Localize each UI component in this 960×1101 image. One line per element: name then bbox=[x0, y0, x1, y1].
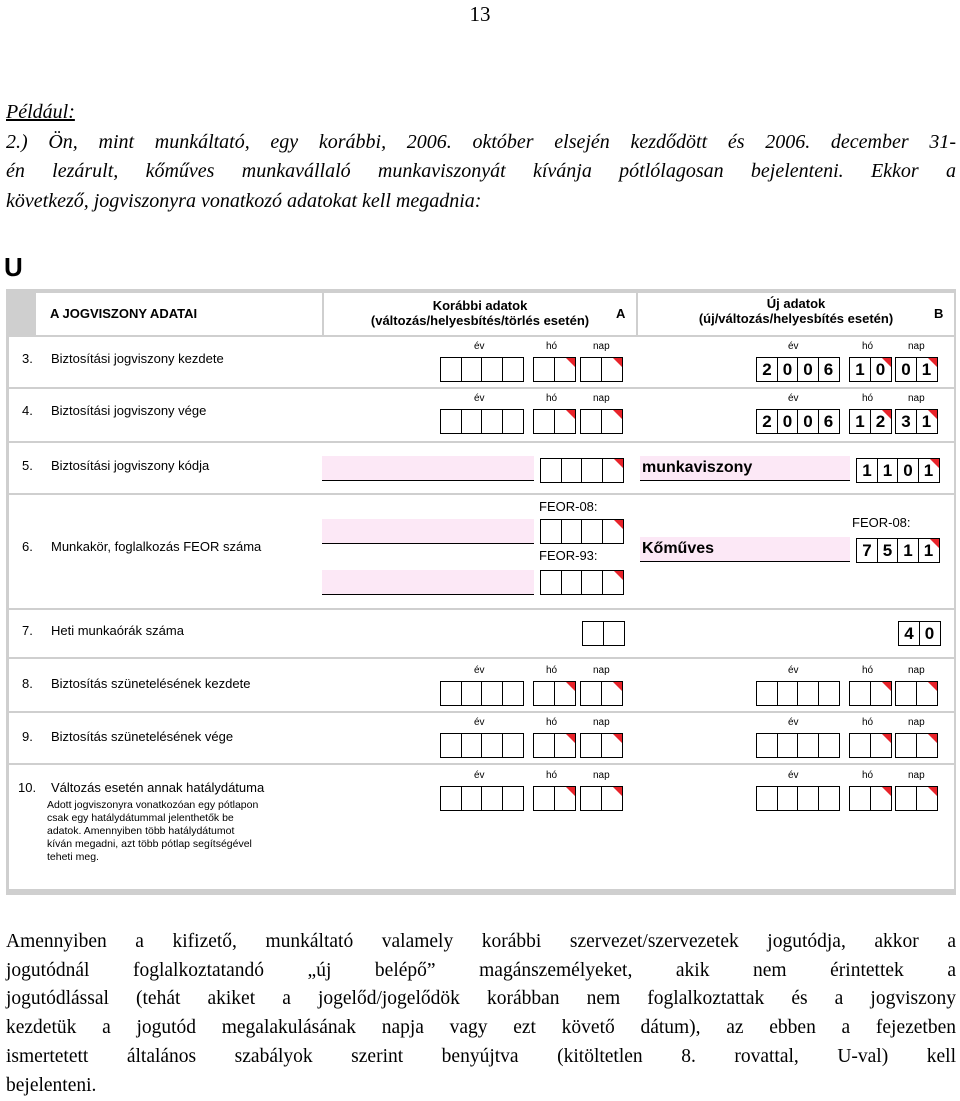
bottom-line-6: bejelenteni. bbox=[6, 1074, 97, 1096]
date-day-label: nap bbox=[908, 393, 925, 404]
col-a-letter: A bbox=[616, 306, 626, 321]
bottom-paragraph bbox=[6, 928, 956, 1100]
date-year-label: év bbox=[474, 770, 485, 781]
row-3-b-month[interactable]: 1 0 bbox=[849, 357, 890, 382]
row-6-a-feor08-field[interactable] bbox=[322, 519, 534, 543]
row-8-a-day[interactable] bbox=[580, 681, 621, 706]
date-day-label: nap bbox=[593, 665, 610, 676]
date-day-label: nap bbox=[593, 341, 610, 352]
row-3-a-day[interactable] bbox=[580, 357, 621, 382]
date-day-label: nap bbox=[908, 665, 925, 676]
row-6-label: Munkakör, foglalkozás FEOR száma bbox=[51, 539, 262, 554]
row-7-number: 7. bbox=[22, 623, 33, 638]
row-8-a-year[interactable] bbox=[440, 681, 522, 706]
row-5-label: Biztosítási jogviszony kódja bbox=[51, 458, 210, 473]
date-year-label: év bbox=[474, 393, 485, 404]
intro-label: Például: bbox=[6, 101, 75, 123]
row-10-number: 10. bbox=[18, 780, 37, 795]
date-month-label: hó bbox=[546, 717, 558, 728]
row-9-number: 9. bbox=[22, 729, 33, 744]
row-10-b-day[interactable] bbox=[895, 786, 936, 811]
row-5-a-text-field[interactable] bbox=[322, 456, 534, 480]
date-day-label: nap bbox=[593, 393, 610, 404]
row-3-number: 3. bbox=[22, 351, 33, 366]
date-day-label: nap bbox=[908, 341, 925, 352]
row-6-b-feor08-label: FEOR-08: bbox=[852, 515, 911, 530]
row-6-b-text-value: Kőműves bbox=[642, 540, 715, 557]
date-month-label: hó bbox=[862, 665, 874, 676]
bottom-line-2: jogutódnál foglalkoztatandó „új belépő” magánszemélyeket, akik nem érintettek a bbox=[6, 959, 956, 981]
date-month-label: hó bbox=[546, 341, 558, 352]
date-year-label: év bbox=[788, 770, 799, 781]
bottom-line-4: kezdetük a jogutód megalakulásának napja vagy ezt követő dátum), az ebben a fejezetben bbox=[6, 1017, 956, 1039]
row-6-b-underline bbox=[640, 561, 850, 562]
row-4-b-day[interactable]: 3 1 bbox=[895, 409, 936, 434]
date-year-label: év bbox=[788, 341, 799, 352]
row-8-b-year[interactable] bbox=[756, 681, 838, 706]
date-month-label: hó bbox=[862, 393, 874, 404]
row-7-a-hours[interactable] bbox=[582, 621, 623, 646]
row-6-number: 6. bbox=[22, 539, 33, 554]
row-10-a-day[interactable] bbox=[580, 786, 621, 811]
row-9-a-day[interactable] bbox=[580, 733, 621, 758]
date-year-label: év bbox=[474, 341, 485, 352]
row-9-b-month[interactable] bbox=[849, 733, 890, 758]
intro-line-2: én lezárult, kőműves munkavállaló munkaviszonyát kívánja pótlólagosan bejelenteni. Ekkor a bbox=[6, 160, 956, 182]
row-6-a-feor08-underline bbox=[322, 543, 534, 544]
row-4-label: Biztosítási jogviszony vége bbox=[51, 403, 207, 418]
date-year-label: év bbox=[474, 717, 485, 728]
date-year-label: év bbox=[788, 665, 799, 676]
date-day-label: nap bbox=[593, 770, 610, 781]
date-month-label: hó bbox=[862, 770, 874, 781]
form-frame bbox=[6, 289, 956, 895]
row-10-a-month[interactable] bbox=[533, 786, 574, 811]
date-year-label: év bbox=[788, 393, 799, 404]
row-4-a-year[interactable] bbox=[440, 409, 522, 434]
row-3-b-day[interactable]: 0 1 bbox=[895, 357, 936, 382]
date-month-label: hó bbox=[546, 393, 558, 404]
col-b-letter: B bbox=[934, 306, 944, 321]
row-10-b-year[interactable] bbox=[756, 786, 838, 811]
date-month-label: hó bbox=[546, 665, 558, 676]
header-col-b bbox=[638, 293, 954, 335]
date-year-label: év bbox=[788, 717, 799, 728]
row-10-label: Változás esetén annak hatálydátuma bbox=[51, 780, 265, 795]
row-6-feor93-label: FEOR-93: bbox=[539, 548, 598, 563]
row-6-feor08-label: FEOR-08: bbox=[539, 499, 598, 514]
page-number: 13 bbox=[469, 2, 491, 26]
row-5-b-text-value: munkaviszony bbox=[642, 459, 753, 476]
col-a-title: Korábbi adatok bbox=[432, 298, 528, 313]
row-8-b-day[interactable] bbox=[895, 681, 936, 706]
row-9-a-year[interactable] bbox=[440, 733, 522, 758]
row-9-a-month[interactable] bbox=[533, 733, 574, 758]
row-4-number: 4. bbox=[22, 403, 33, 418]
row-8-number: 8. bbox=[22, 676, 33, 691]
row-3-a-month[interactable] bbox=[533, 357, 574, 382]
header-section-cell bbox=[36, 293, 322, 335]
row-5-b-code[interactable]: 1 1 0 1 bbox=[856, 458, 938, 483]
bottom-line-1: Amennyiben a kifizető, munkáltató valamely korábbi szervezet/szervezetek jogutódja, akkor a bbox=[6, 931, 956, 952]
row-3-a-year[interactable] bbox=[440, 357, 522, 382]
row-7-b-hours[interactable]: 4 0 bbox=[898, 621, 939, 646]
intro-line-3: következő, jogviszonyra vonatkozó adatokat kell megadnia: bbox=[6, 190, 482, 212]
col-b-subtitle: (új/változás/helyesbítés esetén) bbox=[698, 311, 894, 326]
date-year-label: év bbox=[474, 665, 485, 676]
row-10-b-month[interactable] bbox=[849, 786, 890, 811]
u-form-letter: U bbox=[4, 252, 23, 282]
col-a-subtitle: (változás/helyesbítés/törlés esetén) bbox=[370, 313, 590, 328]
row-4-a-month[interactable] bbox=[533, 409, 574, 434]
row-9-b-year[interactable] bbox=[756, 733, 838, 758]
row-5-a-code[interactable] bbox=[540, 458, 622, 483]
date-month-label: hó bbox=[862, 341, 874, 352]
row-5-b-underline bbox=[640, 480, 850, 481]
row-6-a-feor93-code[interactable] bbox=[540, 570, 622, 595]
intro-line-1: 2.) Ön, mint munkáltató, egy korábbi, 2006. október elsején kezdődött és 2006. december 31- bbox=[6, 131, 956, 153]
row-10-a-year[interactable] bbox=[440, 786, 522, 811]
date-day-label: nap bbox=[908, 770, 925, 781]
row-9-label: Biztosítás szünetelésének vége bbox=[51, 729, 234, 744]
row-8-b-month[interactable] bbox=[849, 681, 890, 706]
date-day-label: nap bbox=[593, 717, 610, 728]
row-5-a-underline bbox=[322, 480, 534, 481]
date-month-label: hó bbox=[546, 770, 558, 781]
row-7-label: Heti munkaórák száma bbox=[51, 623, 184, 638]
row-8-label: Biztosítás szünetelésének kezdete bbox=[51, 676, 251, 691]
row-3-b-year[interactable]: 2 0 0 6 bbox=[756, 357, 838, 382]
row-6-a-feor93-field[interactable] bbox=[322, 570, 534, 594]
row-8-a-month[interactable] bbox=[533, 681, 574, 706]
row-4-b-year[interactable]: 2 0 0 6 bbox=[756, 409, 838, 434]
date-day-label: nap bbox=[908, 717, 925, 728]
bottom-line-3: jogutódlással (tehát akiket a jogelőd/jogelődök korábban nem foglalkoztattak és a jogviszony bbox=[6, 988, 956, 1010]
header-col-a bbox=[324, 293, 636, 335]
row-6-a-feor93-underline bbox=[322, 594, 534, 595]
row-4-b-month[interactable]: 1 2 bbox=[849, 409, 890, 434]
bottom-line-5: ismertetett általános szabályok szerint benyújtva (kitöltetlen 8. rovattal, U-val) kell bbox=[6, 1045, 956, 1067]
row-5-number: 5. bbox=[22, 458, 33, 473]
row-4-a-day[interactable] bbox=[580, 409, 621, 434]
section-title: A JOGVISZONY ADATAI bbox=[50, 306, 198, 321]
row-3-label: Biztosítási jogviszony kezdete bbox=[51, 351, 224, 366]
row-6-b-code[interactable]: 7 5 1 1 bbox=[856, 538, 938, 563]
row-10-note: Adott jogviszonyra vonatkozóan egy pótlapon csak egy hatálydátummal jelenthetők be adatok. Amennyiben több hatálydátumot kíván megadni, azt több pótlap segítségével teheti meg. bbox=[47, 799, 259, 863]
row-6-a-feor08-code[interactable] bbox=[540, 519, 622, 544]
date-month-label: hó bbox=[862, 717, 874, 728]
row-9-b-day[interactable] bbox=[895, 733, 936, 758]
col-b-title: Új adatok bbox=[766, 296, 826, 311]
